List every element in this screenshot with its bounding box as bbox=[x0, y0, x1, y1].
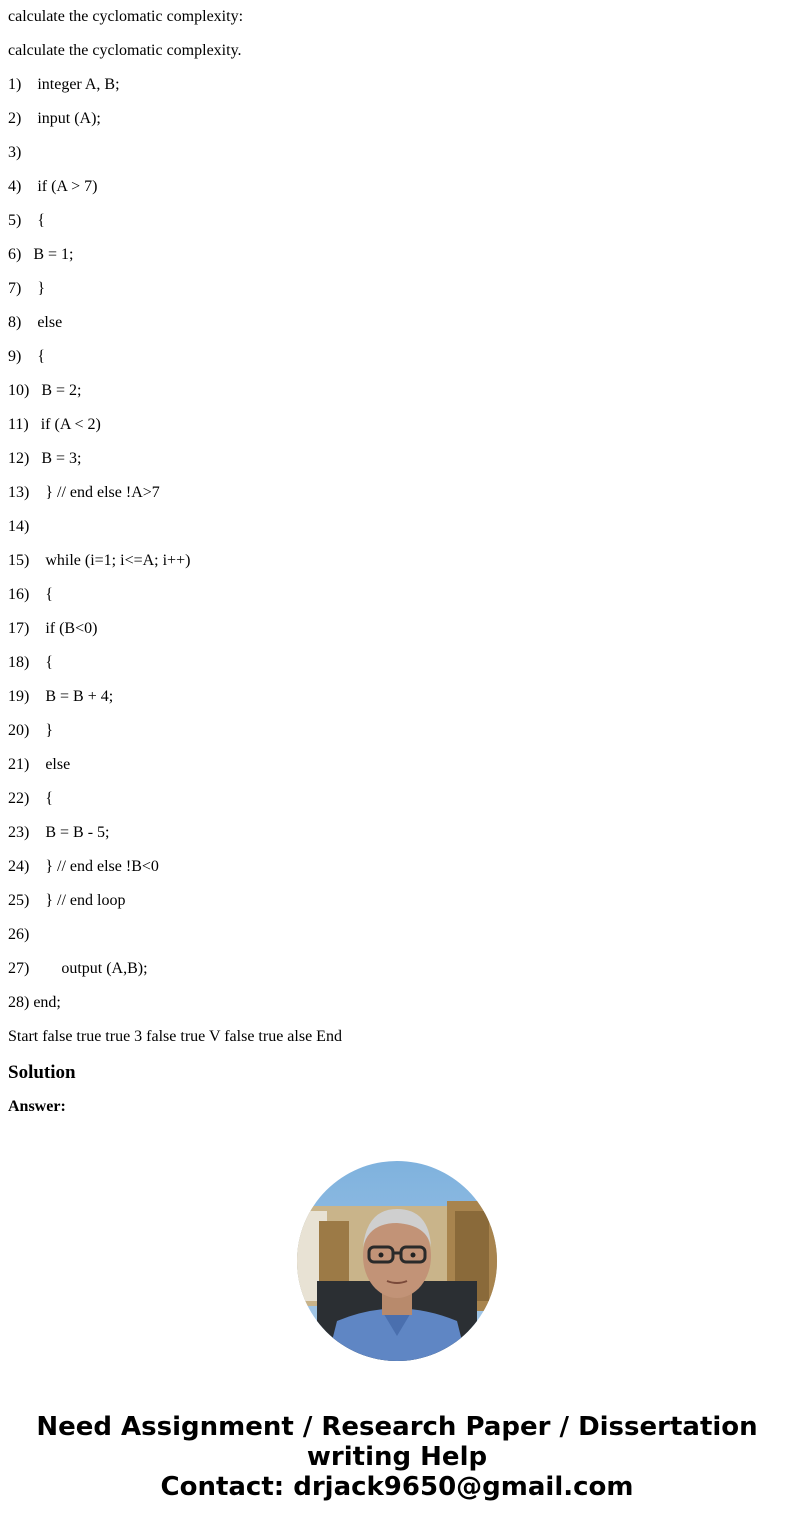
code-line: 26) bbox=[8, 926, 30, 943]
question-title: calculate the cyclomatic complexity: bbox=[8, 8, 244, 25]
code-line: 4) if (A > 7) bbox=[8, 178, 98, 195]
code-line: 27) output (A,B); bbox=[8, 960, 148, 977]
code-line: 14) bbox=[8, 518, 30, 535]
code-line: 8) else bbox=[8, 314, 63, 331]
promo-footer bbox=[0, 1412, 794, 1502]
answer-label: Answer: bbox=[8, 1098, 66, 1115]
code-line: 6) B = 1; bbox=[8, 246, 74, 263]
code-line: 10) B = 2; bbox=[8, 382, 82, 399]
code-line: 9) { bbox=[8, 348, 46, 365]
code-line: 15) while (i=1; i<=A; i++) bbox=[8, 552, 191, 569]
code-line: 5) { bbox=[8, 212, 46, 229]
code-line: 1) integer A, B; bbox=[8, 76, 120, 93]
code-line: 16) { bbox=[8, 586, 54, 603]
footer-line-1: Need Assignment / Research Paper / Dissertation bbox=[36, 1412, 758, 1442]
code-line: 11) if (A < 2) bbox=[8, 416, 101, 433]
footer-contact: Contact: drjack9650@gmail.com bbox=[160, 1472, 634, 1502]
code-line: 21) else bbox=[8, 756, 71, 773]
diagram-caption: Start false true true 3 false true V false true alse End bbox=[8, 1028, 342, 1045]
code-line: 12) B = 3; bbox=[8, 450, 82, 467]
code-line: 24) } // end else !B<0 bbox=[8, 858, 159, 875]
code-line: 7) } bbox=[8, 280, 46, 297]
code-line: 13) } // end else !A>7 bbox=[8, 484, 160, 501]
footer-line-2: writing Help bbox=[306, 1442, 488, 1472]
code-line: 28) end; bbox=[8, 994, 61, 1011]
question-subtitle: calculate the cyclomatic complexity. bbox=[8, 42, 242, 59]
author-avatar bbox=[297, 1161, 497, 1361]
code-line: 19) B = B + 4; bbox=[8, 688, 114, 705]
code-line: 18) { bbox=[8, 654, 54, 671]
code-listing bbox=[8, 76, 786, 1012]
code-line: 25) } // end loop bbox=[8, 892, 126, 909]
solution-heading: Solution bbox=[8, 1062, 76, 1083]
code-line: 2) input (A); bbox=[8, 110, 101, 127]
code-line: 20) } bbox=[8, 722, 54, 739]
document-body bbox=[0, 8, 794, 1116]
author-photo bbox=[297, 1161, 497, 1361]
code-line: 22) { bbox=[8, 790, 54, 807]
code-line: 17) if (B<0) bbox=[8, 620, 98, 637]
code-line: 23) B = B - 5; bbox=[8, 824, 110, 841]
code-line: 3) bbox=[8, 144, 22, 161]
